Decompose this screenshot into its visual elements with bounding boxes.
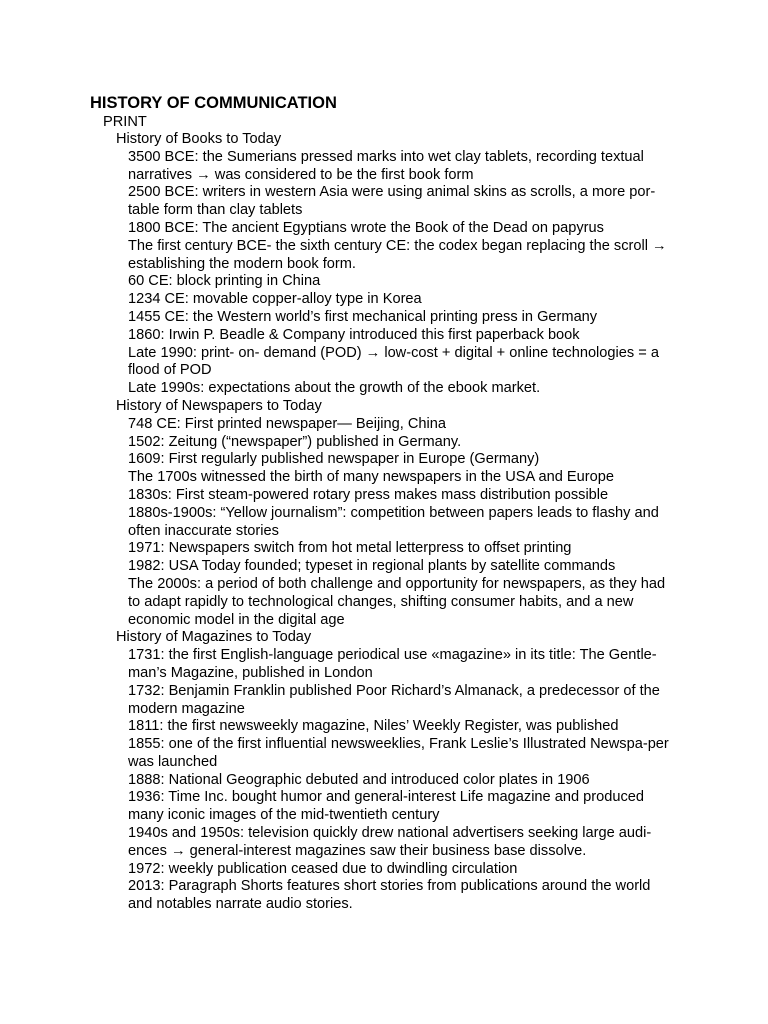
timeline-entry: 1972: weekly publication ceased due to dwindling circulation: [128, 860, 518, 877]
timeline-entry: 1731: the first English-language periodical use «magazine» in its title: The Gentle-man’s Magazine, published in London: [128, 647, 657, 681]
subsection-newspapers: [90, 398, 680, 629]
timeline-entry: 1888: National Geographic debuted and introduced color plates in 1906: [128, 771, 590, 788]
timeline-entry: 1855: one of the first influential newsweeklies, Frank Leslie’s Illustrated Newspa-per was launched: [128, 736, 669, 770]
subsection-heading: History of Magazines to Today: [116, 629, 312, 646]
timeline-entry: 60 CE: block printing in China: [128, 273, 321, 290]
timeline-entry: 3500 BCE: the Sumerians pressed marks into wet clay tablets, recording textual narratives → was considered to be the first book form: [128, 148, 644, 183]
timeline-entry: 1800 BCE: The ancient Egyptians wrote the Book of the Dead on papyrus: [128, 219, 604, 236]
timeline-entry: The first century BCE- the sixth century CE: the codex began replacing the scroll → establishing the modern book form.: [128, 237, 667, 272]
subsection-heading: History of Newspapers to Today: [116, 397, 322, 414]
timeline-entry: 1880s-1900s: “Yellow journalism”: competition between papers leads to flashy and often inaccurate stories: [128, 504, 659, 539]
document-body: [90, 93, 680, 914]
timeline-entry: 1982: USA Today founded; typeset in regional plants by satellite commands: [128, 558, 616, 575]
timeline-entry: 1732: Benjamin Franklin published Poor Richard’s Almanack, a predecessor of the modern magazine: [128, 682, 660, 717]
timeline-entry: 748 CE: First printed newspaper— Beijing, China: [128, 415, 446, 432]
timeline-entry: 1940s and 1950s: television quickly drew national advertisers seeking large audi-ences → general-interest magazines saw their business base dissolve.: [128, 825, 652, 859]
subsection-list: [90, 131, 680, 914]
timeline-entry: 2500 BCE: writers in western Asia were using animal skins as scrolls, a more por-table form than clay tablets: [128, 184, 656, 219]
timeline-entry: Late 1990: print- on- demand (POD) → low-cost + digital + online technologies = a flood of POD: [128, 344, 659, 379]
timeline-entry: 1971: Newspapers switch from hot metal letterpress to offset printing: [128, 540, 572, 557]
timeline-entry: The 2000s: a period of both challenge and opportunity for newspapers, as they had to adapt rapidly to technological changes, shifting consumer habits, and a new economic model in the digital age: [128, 575, 666, 628]
document-title: HISTORY OF COMMUNICATION: [90, 94, 337, 112]
timeline-entry: 1860: Irwin P. Beadle & Company introduced this first paperback book: [128, 326, 580, 343]
subsection-magazines: [90, 629, 680, 914]
subsection-heading: History of Books to Today: [116, 131, 282, 147]
timeline-entry: 1609: First regularly published newspaper in Europe (Germany): [128, 451, 540, 468]
timeline-entry: 1811: the first newsweekly magazine, Niles’ Weekly Register, was published: [128, 718, 619, 735]
timeline-entry: 1234 CE: movable copper-alloy type in Korea: [128, 291, 422, 308]
timeline-entry: 1502: Zeitung (“newspaper”) published in Germany.: [128, 433, 462, 450]
timeline-entry: 1455 CE: the Western world’s first mechanical printing press in Germany: [128, 308, 598, 325]
timeline-entry: 2013: Paragraph Shorts features short stories from publications around the world and notables narrate audio stories.: [128, 878, 651, 913]
timeline-entry: 1936: Time Inc. bought humor and general-interest Life magazine and produced many iconic images of the mid-twentieth century: [128, 789, 644, 824]
timeline-entry: The 1700s witnessed the birth of many newspapers in the USA and Europe: [128, 469, 614, 486]
section-heading-print: PRINT: [103, 114, 147, 130]
timeline-entry: 1830s: First steam-powered rotary press makes mass distribution possible: [128, 486, 609, 503]
subsection-books: [90, 131, 680, 398]
timeline-entry: Late 1990s: expectations about the growth of the ebook market.: [128, 380, 541, 397]
